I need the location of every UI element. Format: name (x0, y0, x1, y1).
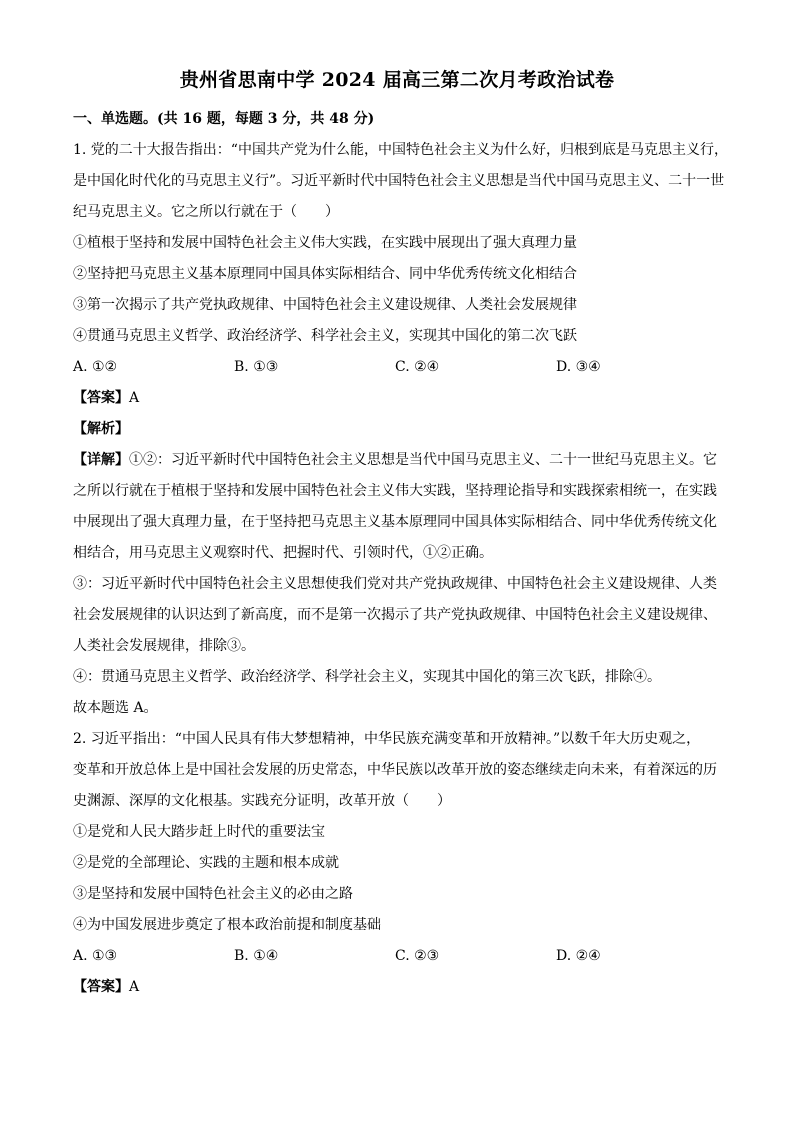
option-b: B. ①③ (234, 359, 279, 375)
detail-line: ④：贯通马克思主义哲学、政治经济学、科学社会主义，实现其中国化的第三次飞跃，排除④。 (73, 669, 661, 685)
statement-item: ③是坚持和发展中国特色社会主义的必由之路 (73, 886, 353, 902)
question-stem-line: 变革和开放总体上是中国社会发展的历史常态，中华民族以改革开放的姿态继续走向未来，有着深远的历 (73, 762, 717, 778)
detail-line: 社会发展规律的认识达到了新高度，而不是第一次揭示了共产党执政规律、中国特色社会主义建设规律、 (73, 607, 717, 623)
answer-tag: 【答案】 (73, 390, 129, 406)
question-stem-line: 纪马克思主义。它之所以行就在于（ ） (73, 204, 339, 220)
detail-text: ①②：习近平新时代中国特色社会主义思想是当代中国马克思主义、二十一世纪马克思主义。它 (129, 452, 717, 468)
option-a: A. ①③ (73, 948, 118, 964)
question-stem-line: 2. 习近平指出：“中国人民具有伟大梦想精神，中华民族充满变革和开放精神。”以数千年大历史观之， (73, 731, 701, 747)
detail-line: 相结合，用马克思主义观察时代、把握时代、引领时代，①②正确。 (73, 545, 493, 561)
detail-line: 故本题选 A。 (73, 700, 158, 716)
detail-tag: 【详解】 (73, 452, 129, 468)
answer-value: A (129, 979, 140, 995)
statement-item: ③第一次揭示了共产党执政规律、中国特色社会主义建设规律、人类社会发展规律 (73, 297, 577, 313)
option-a: A. ①② (73, 359, 118, 375)
statement-item: ①是党和人民大踏步赶上时代的重要法宝 (73, 824, 325, 840)
statement-item: ②坚持把马克思主义基本原理同中国具体实际相结合、同中华优秀传统文化相结合 (73, 266, 577, 282)
option-c: C. ②④ (395, 359, 440, 375)
question-stem-line: 1. 党的二十大报告指出：“中国共产党为什么能，中国特色社会主义为什么好，归根到底是马克思主义行， (73, 142, 728, 158)
question-stem-line: 史渊源、深厚的文化根基。实践充分证明，改革开放（ ） (73, 793, 451, 809)
detail-line: ③：习近平新时代中国特色社会主义思想使我们党对共产党执政规律、中国特色社会主义建设规律、人类 (73, 576, 717, 592)
answer-line (73, 383, 733, 414)
detail-line: 之所以行就在于植根于坚持和发展中国特色社会主义伟大实践，坚持理论指导和实践探索相统一，在实践 (73, 483, 717, 499)
answer-line (73, 972, 733, 1003)
section-heading: 一、单选题。(共 16 题，每题 3 分，共 48 分) (73, 111, 375, 127)
statement-item: ②是党的全部理论、实践的主题和根本成就 (73, 855, 339, 871)
detail-line: 人类社会发展规律，排除③。 (73, 638, 255, 654)
question-stem-line: 是中国化时代化的马克思主义行”。习近平新时代中国特色社会主义思想是当代中国马克思主义、二十一世 (73, 173, 725, 189)
answer-tag: 【答案】 (73, 979, 129, 995)
answer-options (73, 941, 733, 972)
statement-item: ④贯通马克思主义哲学、政治经济学、科学社会主义，实现其中国化的第二次飞跃 (73, 328, 577, 344)
detail-line: 中展现出了强大真理力量，在于坚持把马克思主义基本原理同中国具体实际相结合、同中华优秀传统文化 (73, 514, 717, 530)
answer-options (73, 352, 733, 383)
statement-item: ④为中国发展进步奠定了根本政治前提和制度基础 (73, 917, 381, 933)
option-b: B. ①④ (234, 948, 279, 964)
option-d: D. ③④ (556, 359, 601, 375)
question-2 (73, 724, 733, 1003)
detail-line (73, 445, 733, 476)
statement-item: ①植根于坚持和发展中国特色社会主义伟大实践，在实践中展现出了强大真理力量 (73, 235, 577, 251)
exam-content (73, 104, 733, 1003)
question-1 (73, 135, 733, 724)
option-c: C. ②③ (395, 948, 440, 964)
answer-value: A (129, 390, 140, 406)
page-title: 贵州省思南中学 2024 届高三第二次月考政治试卷 (179, 69, 615, 91)
option-d: D. ②④ (556, 948, 601, 964)
analysis-tag: 【解析】 (73, 421, 129, 437)
